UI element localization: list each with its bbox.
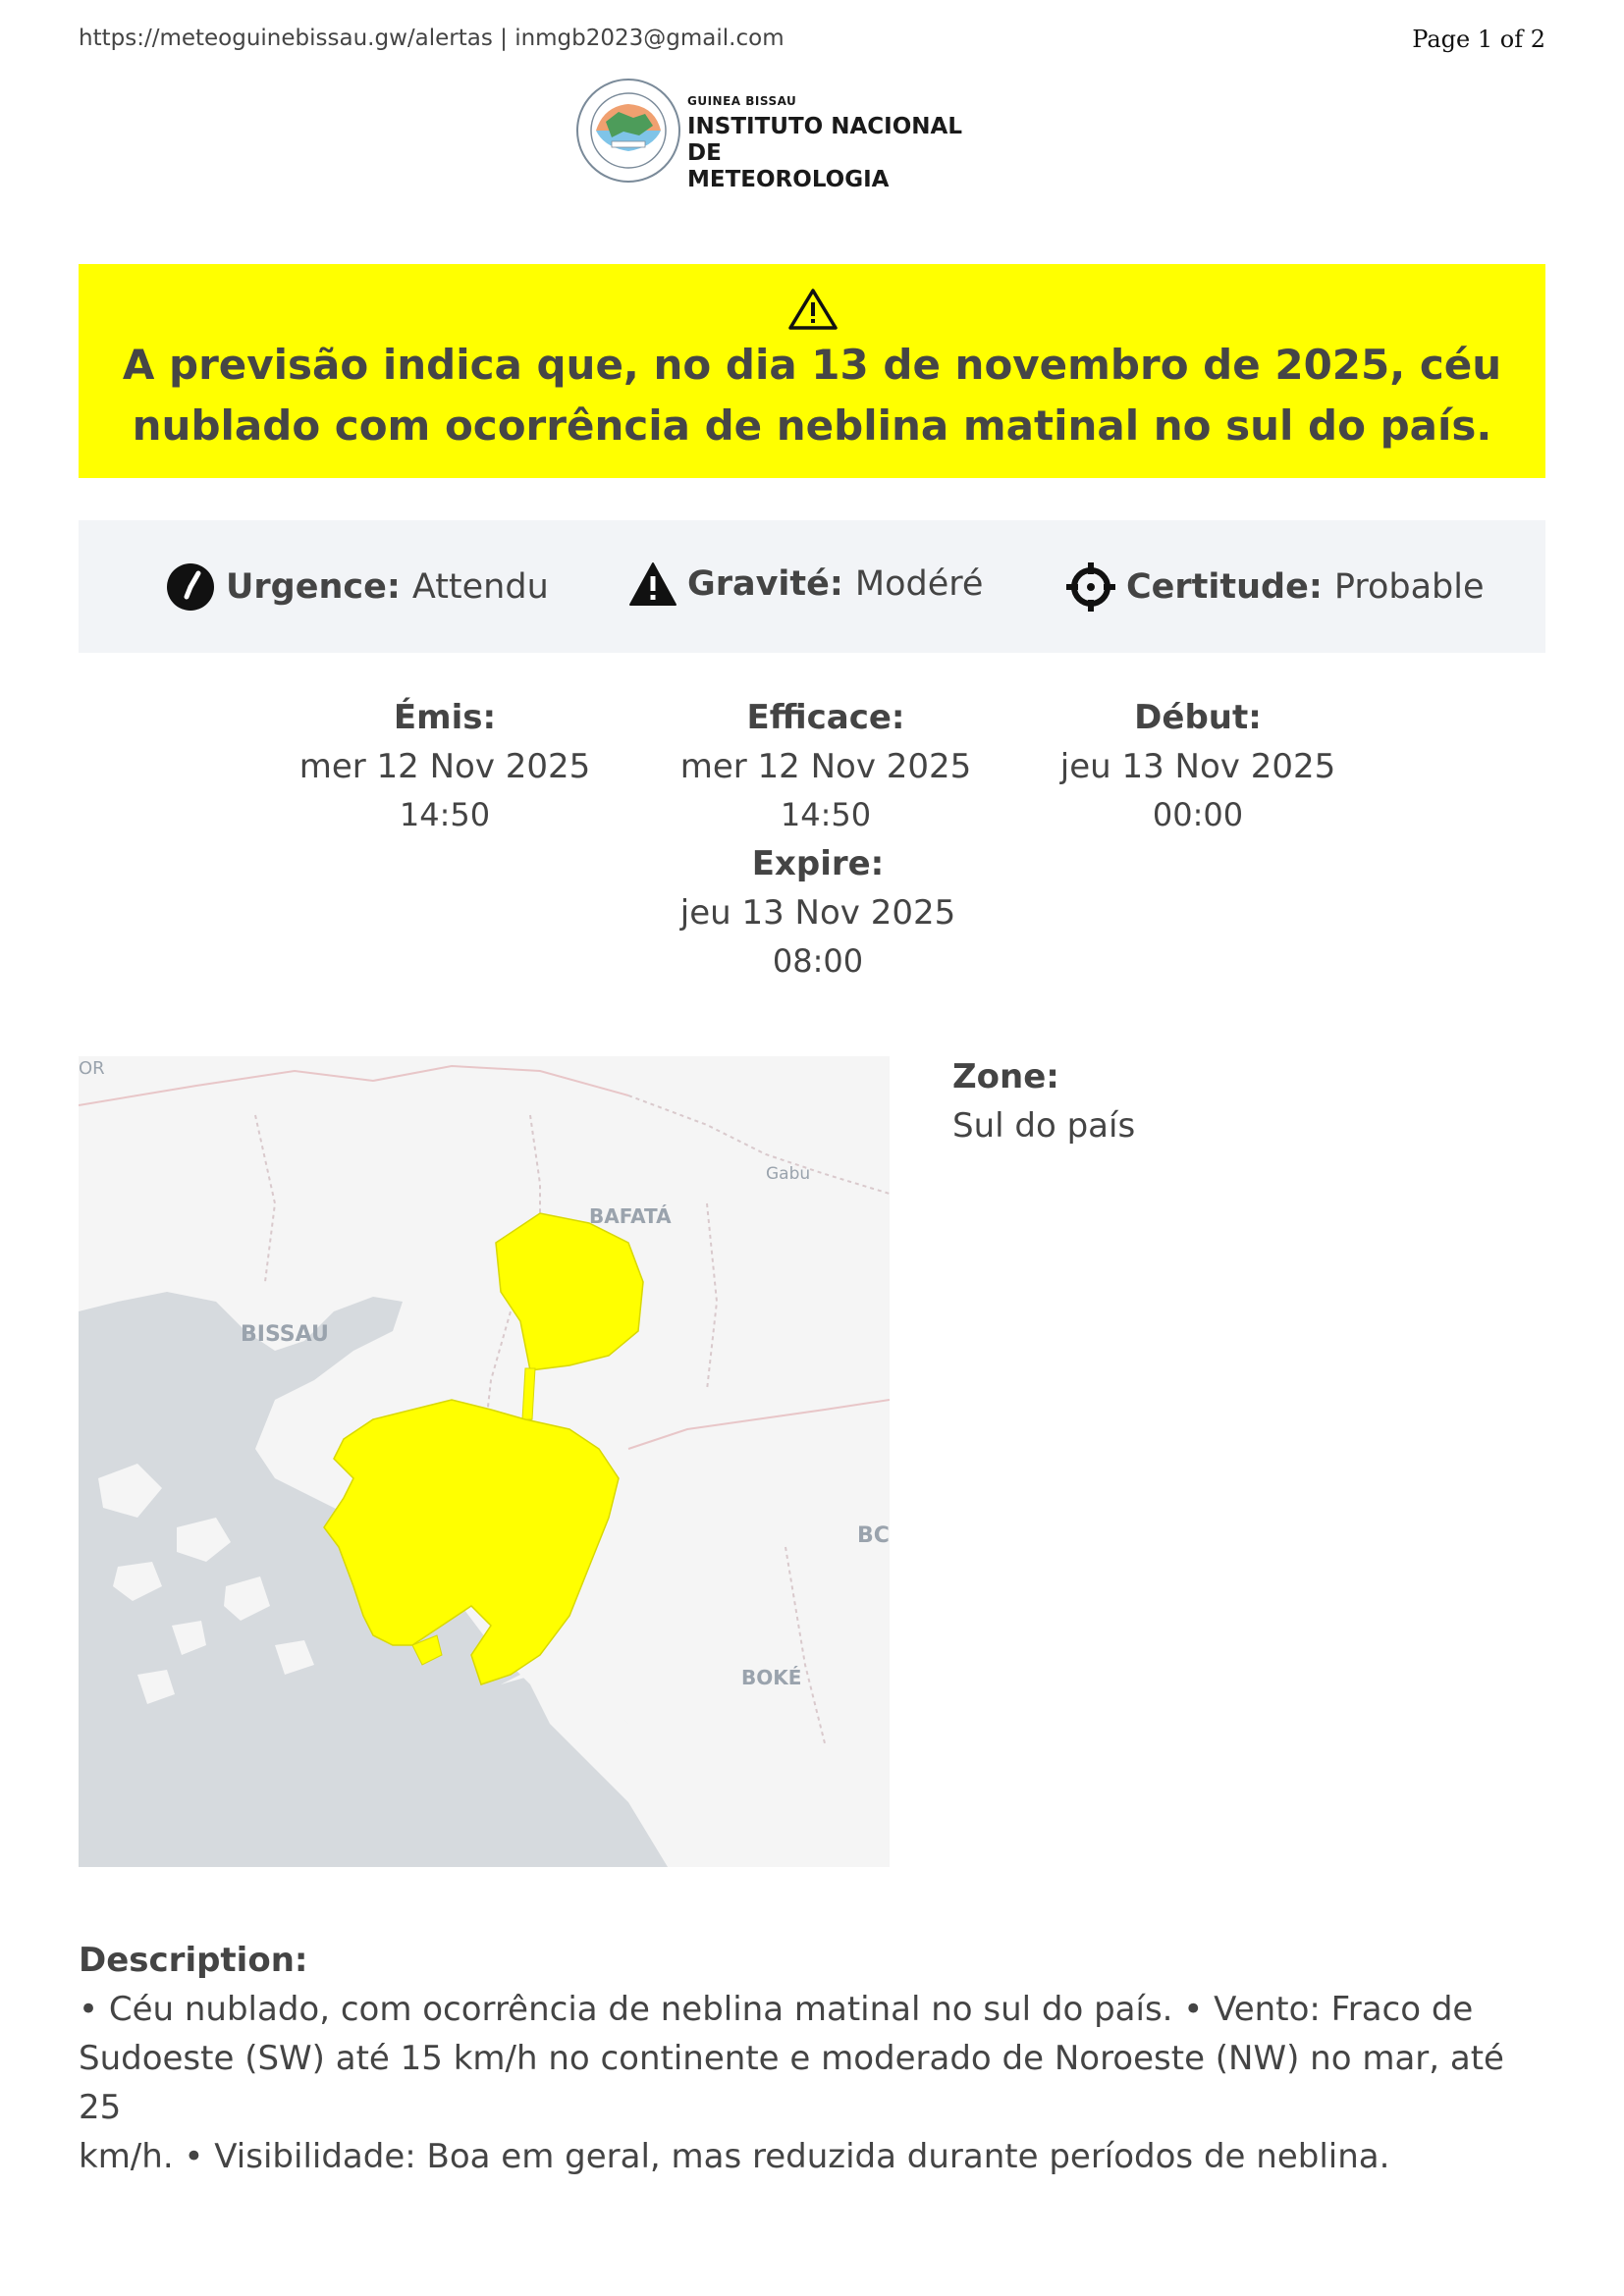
- expires-label: Expire:: [751, 844, 885, 883]
- map-label-boke: BOKÉ: [741, 1666, 802, 1689]
- expires-block: [656, 839, 980, 985]
- map-label-gabu: Gabu: [766, 1164, 811, 1184]
- onset-date: jeu 13 Nov 2025: [1059, 747, 1336, 786]
- map-label-bafata: BAFATÁ: [589, 1204, 672, 1228]
- description-line3: km/h. • Visibilidade: Boa em geral, mas reduzida durante períodos de neblina.: [79, 2137, 1390, 2176]
- institute-seal-icon: [574, 77, 682, 185]
- logo-country: GUINEA BISSAU: [687, 94, 797, 108]
- map-label-bc: BC: [857, 1523, 890, 1548]
- severity-label: Gravité:: [687, 564, 843, 604]
- map-label-or: OR: [79, 1058, 105, 1079]
- zone-label: Zone:: [952, 1057, 1059, 1096]
- description-line2: Sudoeste (SW) até 15 km/h no continente e moderado de Noroeste (NW) no mar, até 25: [79, 2039, 1504, 2127]
- clock-icon: [165, 561, 216, 613]
- effective-date: mer 12 Nov 2025: [679, 747, 972, 786]
- page-number: Page 1 of 2: [1412, 26, 1545, 53]
- certainty-value: Probable: [1333, 567, 1485, 607]
- map-label-bissau: BISSAU: [241, 1322, 329, 1347]
- zone-block: [952, 1052, 1135, 1150]
- description-label: Description:: [79, 1941, 308, 1980]
- institute-logo: [574, 77, 987, 192]
- alert-headline: [79, 335, 1545, 456]
- alert-headline-line1: A previsão indica que, no dia 13 de novembro de 2025, céu: [122, 341, 1502, 389]
- effective-block: [664, 693, 988, 838]
- issued-date: mer 12 Nov 2025: [298, 747, 591, 786]
- issued-time: 14:50: [399, 796, 491, 833]
- issued-label: Émis:: [393, 698, 497, 737]
- alert-banner: [79, 264, 1545, 478]
- expires-date: jeu 13 Nov 2025: [679, 893, 956, 933]
- description-block: [79, 1936, 1545, 2181]
- logo-line2: METEOROLOGIA: [687, 167, 890, 192]
- alert-headline-line2: nublado com ocorrência de neblina matinal no sul do país.: [132, 401, 1492, 450]
- crosshair-icon: [1065, 561, 1116, 613]
- urgency-label: Urgence:: [226, 567, 401, 607]
- severity-item: [628, 561, 983, 607]
- logo-line1: INSTITUTO NACIONAL DE: [687, 114, 962, 166]
- alert-zone-map[interactable]: [79, 1056, 890, 1867]
- onset-label: Début:: [1134, 698, 1262, 737]
- onset-time: 00:00: [1152, 796, 1244, 833]
- expires-time: 08:00: [772, 942, 864, 980]
- alert-meta-bar: [79, 520, 1545, 653]
- severity-value: Modéré: [854, 564, 984, 604]
- certainty-item: [1065, 561, 1485, 613]
- warning-triangle-icon: [787, 288, 839, 331]
- description-line1: • Céu nublado, com ocorrência de neblina matinal no sul do país. • Vento: Fraco de: [79, 1990, 1474, 2029]
- header-url-email: https://meteoguinebissau.gw/alertas | inmgb2023@gmail.com: [79, 26, 785, 51]
- effective-time: 14:50: [780, 796, 872, 833]
- effective-label: Efficace:: [746, 698, 905, 737]
- certainty-label: Certitude:: [1126, 567, 1323, 607]
- urgency-item: [165, 561, 549, 613]
- onset-block: [1036, 693, 1360, 838]
- warning-icon: [628, 561, 677, 607]
- map-canvas: [79, 1056, 890, 1867]
- zone-value: Sul do país: [952, 1106, 1136, 1146]
- issued-block: [283, 693, 607, 838]
- urgency-value: Attendu: [411, 567, 549, 607]
